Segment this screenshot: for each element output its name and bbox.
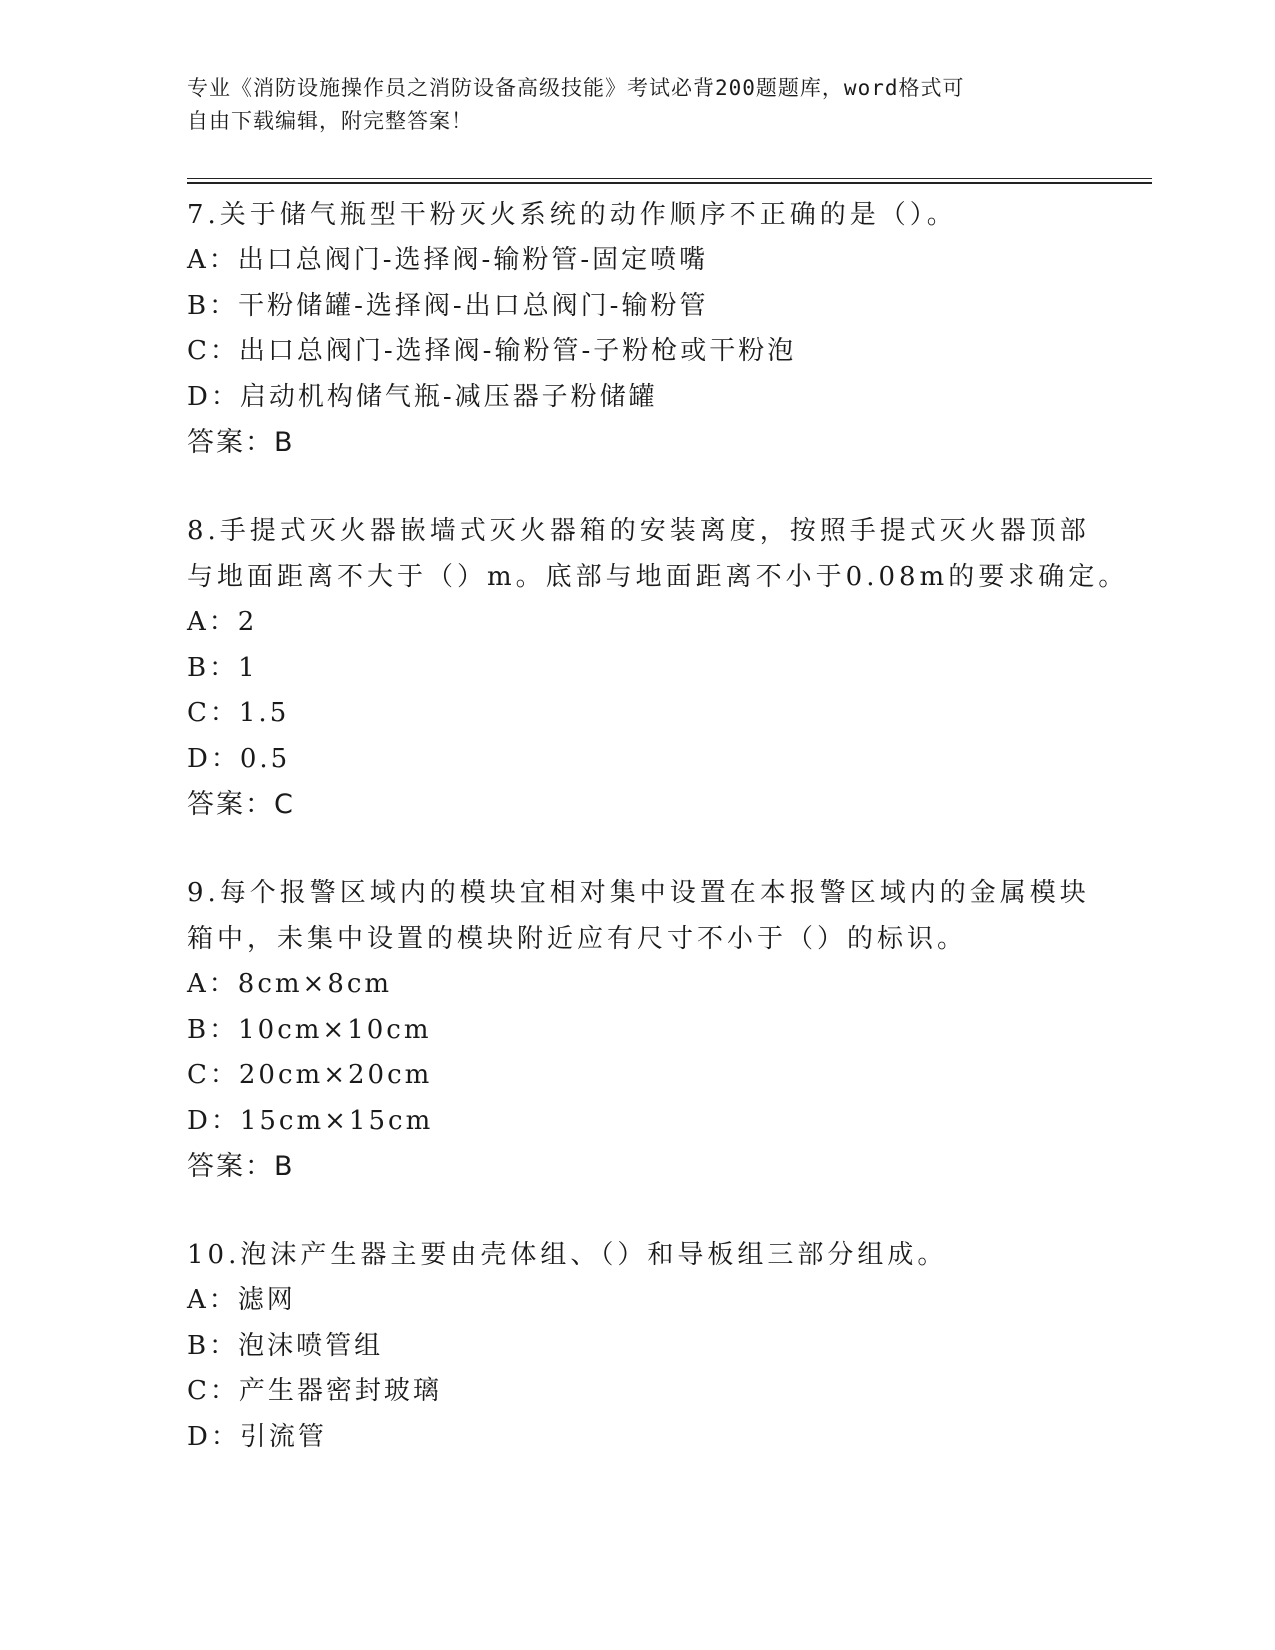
option-c: C：1.5: [187, 698, 290, 728]
header-line-2: 自由下载编辑，附完整答案！: [187, 109, 473, 133]
option-a: A：2: [187, 607, 258, 637]
question-text-line-1: 9.每个报警区域内的模块宜相对集中设置在本报警区域内的金属模块: [187, 878, 1090, 908]
answer: 答案：B: [187, 427, 295, 458]
question-8: [187, 508, 1129, 828]
option-d: D：启动机构储气瓶-减压器子粉储罐: [187, 381, 658, 412]
question-text-line-2: 与地面距离不大于（）m。底部与地面距离不小于0.08m的要求确定。: [187, 562, 1129, 592]
option-c: C：产生器密封玻璃: [187, 1376, 442, 1406]
option-a: A：8cm×8cm: [187, 969, 393, 999]
option-b: B：泡沫喷管组: [187, 1330, 384, 1361]
answer: 答案：B: [187, 1151, 295, 1182]
question-gap: [187, 466, 1087, 508]
option-a: A：出口总阀门-选择阀-输粉管-固定喷嘴: [187, 245, 709, 275]
question-gap: [187, 1190, 1087, 1232]
header-divider-thin: [187, 178, 1152, 179]
header-divider-thick: [187, 182, 1152, 184]
answer: 答案：C: [187, 789, 295, 820]
document-header: [187, 72, 1067, 138]
option-d: D：引流管: [187, 1421, 327, 1452]
question-7: [187, 192, 1087, 466]
question-text-line-2: 箱中，未集中设置的模块附近应有尺寸不小于（）的标识。: [187, 924, 968, 954]
question-text-line-1: 8.手提式灭火器嵌墙式灭火器箱的安装离度，按照手提式灭火器顶部: [187, 516, 1090, 546]
option-c: C：20cm×20cm: [187, 1060, 433, 1090]
question-10: [187, 1232, 1087, 1460]
option-a: A：滤网: [187, 1285, 296, 1315]
option-b: B：1: [187, 652, 258, 683]
option-d: D：0.5: [187, 743, 291, 774]
question-text: 10.泡沫产生器主要由壳体组、（）和导板组三部分组成。: [187, 1240, 948, 1270]
question-list: [187, 192, 1129, 1460]
header-line-1: 专业《消防设施操作员之消防设备高级技能》考试必背200题题库，word格式可: [187, 76, 965, 100]
question-text: 7.关于储气瓶型干粉灭火系统的动作顺序不正确的是（）。: [187, 200, 957, 230]
question-gap: [187, 828, 1087, 870]
option-c: C：出口总阀门-选择阀-输粉管-子粉枪或干粉泡: [187, 336, 797, 366]
option-b: B：10cm×10cm: [187, 1014, 432, 1045]
option-b: B：干粉储罐-选择阀-出口总阀门-输粉管: [187, 290, 709, 321]
option-d: D：15cm×15cm: [187, 1105, 434, 1136]
question-9: [187, 870, 1090, 1190]
